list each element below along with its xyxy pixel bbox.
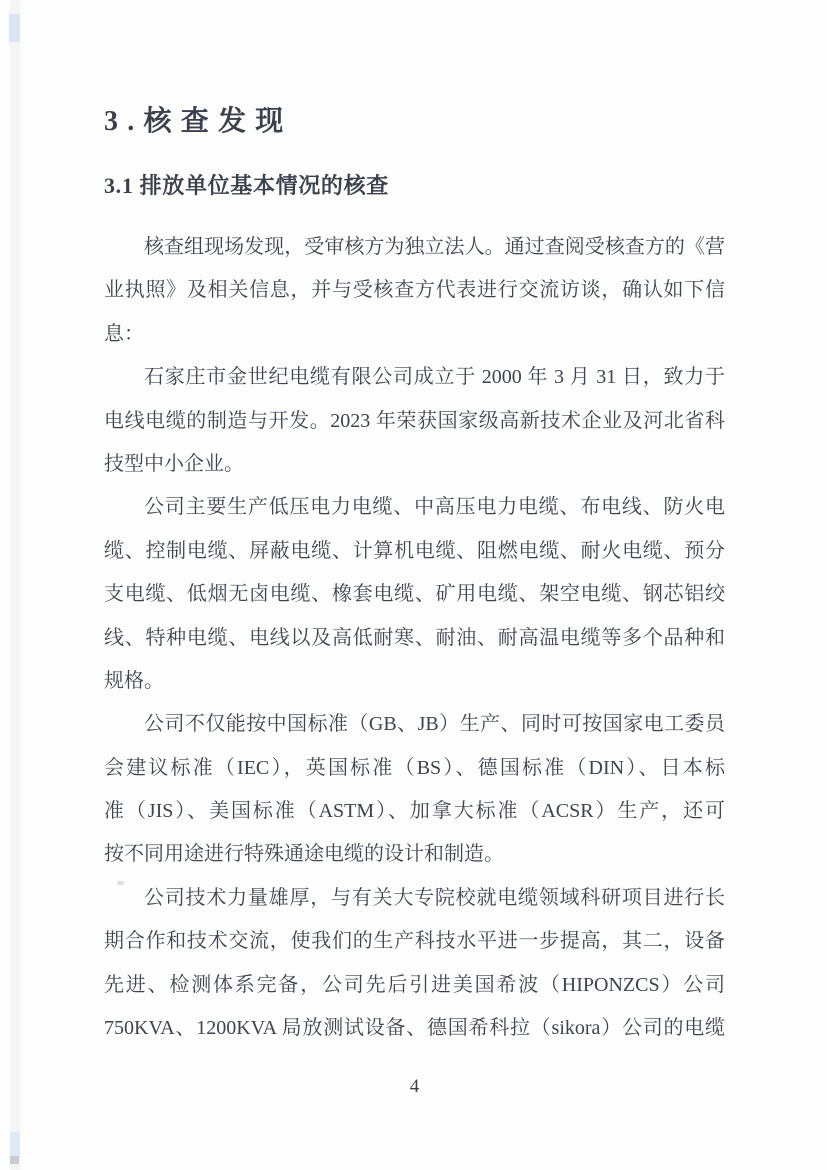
scan-artifact-bottom-patch [10, 1132, 20, 1158]
section-heading: 3.核查发现 [104, 106, 293, 137]
body-line: 规格。 [104, 669, 164, 692]
body-line: 先进、检测体系完备，公司先后引进美国希波（HIPONZCS）公司 [104, 973, 725, 996]
page-number: 4 [409, 1076, 420, 1097]
subsection-heading: 3.1 排放单位基本情况的核查 [104, 173, 389, 198]
body-line: 业执照》及相关信息，并与受核查方代表进行交流访谈，确认如下信 [104, 279, 725, 302]
body-line: 750KVA、1200KVA 局放测试设备、德国希科拉（sikora）公司的电缆 [104, 1017, 725, 1040]
paragraph [104, 703, 725, 877]
paragraph [104, 226, 725, 356]
scan-artifact-bottom-speck [10, 1156, 19, 1164]
body-line: 公司不仅能按中国标准（GB、JB）生产、同时可按国家电工委员 [144, 713, 725, 736]
body-line: 线、特种电缆、电线以及高低耐寒、耐油、耐高温电缆等多个品种和 [104, 626, 725, 649]
body-line: 息： [104, 322, 144, 345]
body-line: 技型中小企业。 [104, 452, 244, 475]
body-line: 公司主要生产低压电力电缆、中高压电力电缆、布电线、防火电 [144, 496, 725, 519]
body-line: 缆、控制电缆、屏蔽电缆、计算机电缆、阻燃电缆、耐火电缆、预分 [104, 539, 725, 562]
paragraph [104, 356, 725, 486]
body-line: 支电缆、低烟无卤电缆、橡套电缆、矿用电缆、架空电缆、钢芯铝绞 [104, 583, 725, 606]
paragraph [104, 486, 725, 703]
body-line: 公司技术力量雄厚，与有关大专院校就电缆领域科研项目进行长 [144, 886, 725, 909]
body-line: 准（JIS）、美国标准（ASTM）、加拿大标准（ACSR）生产，还可 [104, 800, 725, 823]
body-line: 按不同用途进行特殊通途电缆的设计和制造。 [104, 843, 504, 866]
scan-artifact-top-patch [9, 14, 20, 42]
paragraph [104, 877, 725, 1051]
body-line: 期合作和技术交流，使我们的生产科技水平进一步提高，其二，设备 [104, 930, 725, 953]
page-content [104, 0, 725, 1050]
body-line: 核查组现场发现，受审核方为独立法人。通过查阅受核查方的《营 [144, 236, 725, 258]
body-line: 石家庄市金世纪电缆有限公司成立于 2000 年 3 月 31 日，致力于 [144, 366, 725, 389]
body-line: 电线电缆的制造与开发。2023 年荣获国家级高新技术企业及河北省科 [104, 409, 725, 432]
body-text [104, 226, 725, 1050]
body-line: 会建议标准（IEC），英国标准（BS）、德国标准（DIN）、日本标 [104, 756, 725, 779]
scan-artifact-edge-band [10, 0, 20, 1170]
